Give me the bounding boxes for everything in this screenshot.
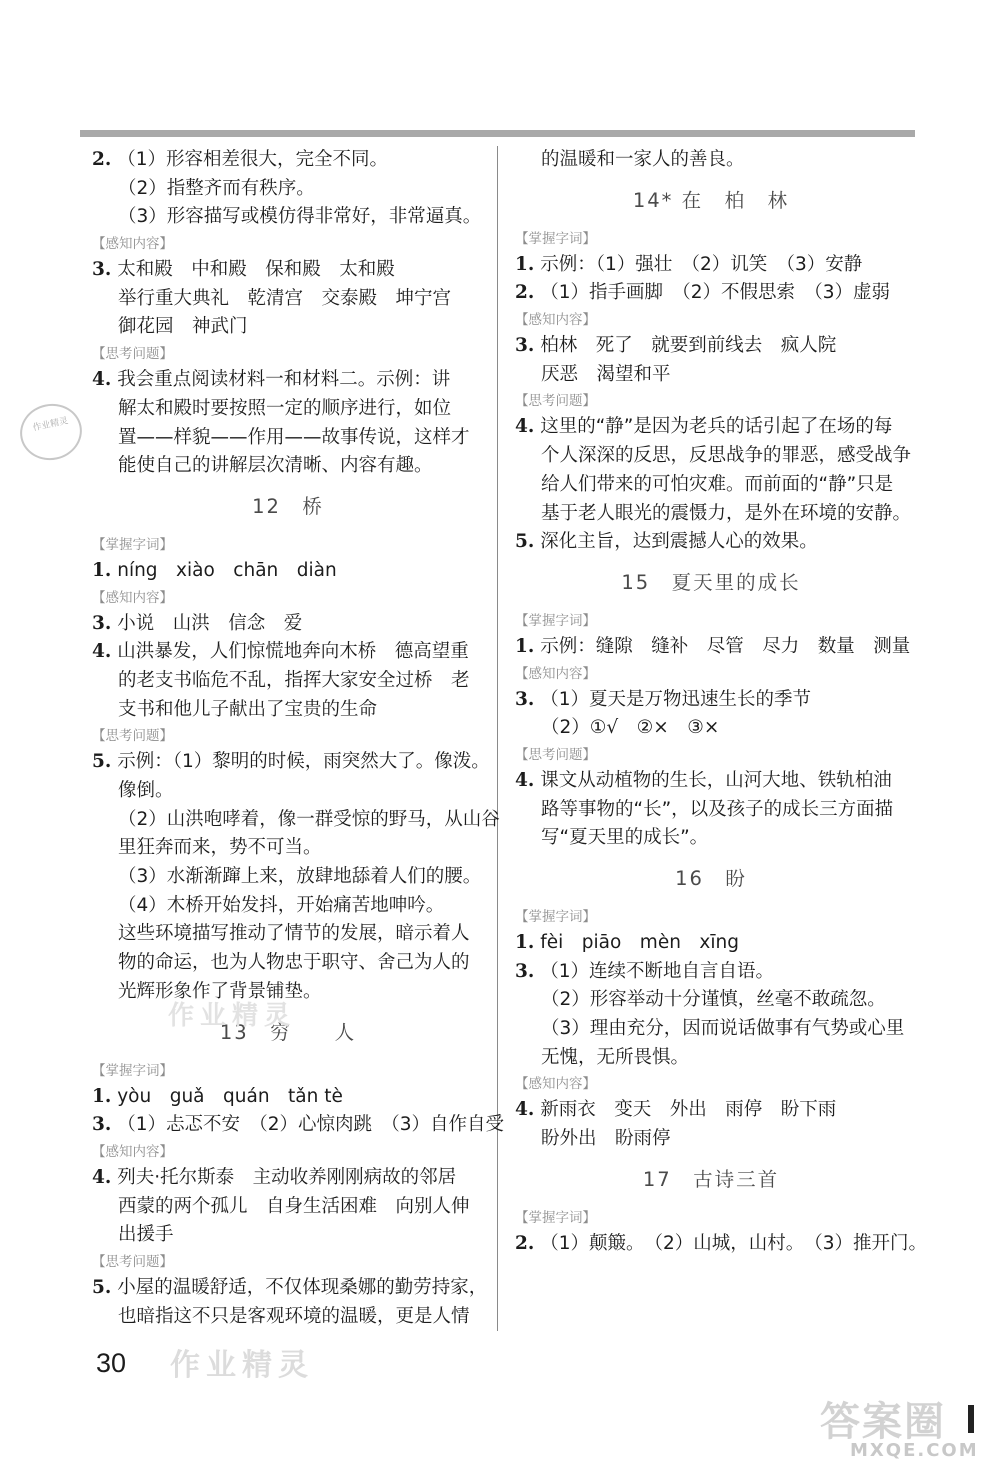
question-number: 4. (92, 1166, 112, 1188)
lesson-title: 16 盼 (675, 867, 747, 890)
question-number: 1. (515, 635, 535, 657)
question-number: 3. (515, 688, 535, 710)
answer-line (515, 442, 912, 471)
answer-line (515, 633, 911, 662)
question-number: 3. (92, 612, 112, 634)
answer-text: 给人们带来的可怕灾难。而前面的“静”只是 (541, 473, 894, 495)
answer-text: 列夫·托尔斯泰 主动收养刚刚病故的邻居 (117, 1166, 457, 1188)
answer-text: yòu guǎ quán tǎn tè (117, 1085, 343, 1107)
section-tag: 【掌握字词】 (515, 1209, 596, 1226)
answer-text: 的老支书临危不乱，指挥大家安全过桥 老 (118, 669, 470, 691)
answer-line (515, 471, 907, 500)
answer-line (515, 528, 907, 557)
answer-line (92, 395, 484, 424)
question-number: 4. (92, 641, 112, 663)
answer-text: fèi piāo mèn xīng (540, 932, 739, 953)
answer-line (515, 361, 907, 390)
answer-line (92, 949, 484, 978)
answer-text: 这里的“静”是因为老兵的话引起了在场的每 (540, 416, 893, 438)
answer-text: 能使自己的讲解层次清晰、内容有趣。 (118, 455, 433, 477)
answer-text: 盼外出 盼雨停 (541, 1128, 671, 1150)
answer-line (515, 824, 907, 853)
answer-line (92, 175, 484, 204)
question-number: 5. (92, 751, 112, 773)
answer-line (92, 748, 490, 777)
answer-text: 支书和他儿子献出了宝贵的生命 (118, 698, 378, 720)
answer-line (92, 424, 484, 453)
answer-line (92, 285, 484, 314)
lesson-title: 14* 在 柏 林 (632, 188, 790, 212)
section-tag: 【思考问题】 (515, 393, 596, 410)
answer-text: 这些环境描写推动了情节的发展，暗示着人 (118, 923, 470, 945)
answer-text: 西蒙的两个孤儿 自身生活困难 向别人伸 (118, 1195, 470, 1217)
answer-line (92, 863, 484, 892)
answer-line (515, 686, 907, 715)
answer-line (515, 929, 907, 958)
question-number: 2. (515, 282, 535, 304)
question-number: 5. (92, 1276, 112, 1298)
answer-line (92, 557, 484, 586)
section-tag: 【思考问题】 (92, 346, 173, 363)
stamp-text: 作业精灵 (31, 416, 70, 434)
answer-text: 我会重点阅读材料一和材料二。示例：讲 (117, 369, 451, 391)
answer-text: 无愧，无所畏惧。 (541, 1046, 690, 1068)
answer-text: 示例：（1）强壮 （2）讥笑 （3）安静 (540, 253, 863, 275)
section-tag: 【思考问题】 (515, 746, 596, 763)
answer-line (92, 1164, 484, 1193)
answer-line (515, 1096, 907, 1125)
answer-line (515, 1044, 907, 1073)
watermark-bottom: 作业精灵 (170, 1348, 314, 1383)
answer-line (92, 1274, 488, 1303)
answer-line (92, 1193, 484, 1222)
answer-text: （1）忐忑不安 （2）心惊肉跳 （3）自作自受 (117, 1114, 505, 1136)
answer-logo: 答案圈 (820, 1399, 946, 1445)
answer-line (515, 796, 907, 825)
answer-line (92, 610, 484, 639)
answer-line (92, 834, 484, 863)
question-number: 5. (515, 531, 535, 553)
answer-line (92, 806, 500, 835)
section-tag: 【感知内容】 (515, 665, 596, 682)
answer-text: 柏林 死了 就要到前线去 疯人院 (540, 335, 837, 357)
answer-text: 基于老人眼光的震慑力，是外在环境的安静。 (541, 502, 912, 524)
answer-text: 物的命运，也为人物忠于职守、舍己为人的 (118, 952, 470, 974)
answer-text: （2）山洪咆哮着，像一群受惊的野马，从山谷 (118, 808, 500, 830)
answer-text: （1）指手画脚 （2）不假思索 （3）虚弱 (540, 282, 891, 304)
answer-text: （1）连续不断地自言自语。 (540, 960, 774, 982)
section-tag: 【掌握字词】 (92, 536, 173, 553)
question-number: 1. (92, 1085, 112, 1107)
answer-line (92, 256, 484, 285)
page-number: 30 (96, 1348, 127, 1378)
section-tag: 【掌握字词】 (515, 230, 596, 247)
answer-line (515, 413, 907, 442)
question-number: 3. (515, 335, 535, 357)
question-number: 3. (92, 1114, 112, 1136)
answer-line (92, 667, 484, 696)
question-number: 1. (515, 932, 535, 953)
answer-text: （4）木桥开始发抖，开始痛苦地呻吟。 (118, 894, 445, 916)
answer-text: 太和殿 中和殿 保和殿 太和殿 (117, 259, 395, 281)
answer-text: 举行重大典礼 乾清宫 交泰殿 坤宁宫 (118, 287, 452, 309)
question-number: 4. (515, 416, 535, 438)
answer-line (515, 500, 912, 529)
answer-text: 里狂奔而来，势不可当。 (118, 837, 322, 859)
answer-text: 深化主旨，达到震撼人心的效果。 (540, 531, 818, 553)
section-tag: 【感知内容】 (515, 1076, 596, 1093)
question-number: 3. (92, 259, 112, 281)
answer-text: 小屋的温暖舒适，不仅体现桑娜的勤劳持家， (117, 1276, 488, 1298)
answer-line (92, 1221, 484, 1250)
section-tag: 【感知内容】 (92, 1143, 173, 1160)
answer-line (92, 452, 484, 481)
answer-text: 新雨衣 变天 外出 雨停 盼下雨 (540, 1099, 837, 1121)
answer-text: 个人深深的反思，反思战争的罪恶，感受战争 (541, 445, 912, 467)
left-column (92, 146, 505, 1331)
lesson-title: 13 穷 人 (219, 1020, 357, 1044)
corner-mark (968, 1405, 974, 1433)
answer-line (515, 986, 907, 1015)
answer-text: 路等事物的“长”，以及孩子的成长三方面描 (541, 798, 894, 820)
section-tag: 【掌握字词】 (515, 909, 596, 925)
question-number: 4. (515, 1099, 535, 1121)
question-number: 1. (515, 253, 535, 275)
answer-text: 山洪暴发，人们惊慌地奔向木桥 德高望重 (117, 641, 469, 663)
section-tag: 【感知内容】 (92, 589, 173, 606)
answer-line (515, 1015, 907, 1044)
answer-line (92, 920, 484, 949)
question-number: 4. (92, 369, 112, 391)
section-tag: 【掌握字词】 (92, 1062, 173, 1079)
answer-text: níng xiào chān diàn (117, 559, 337, 581)
question-number: 2. (515, 1232, 535, 1254)
answer-text: （1）形容相差很大，完全不同。 (117, 149, 388, 170)
answer-line (515, 332, 907, 361)
answer-line (515, 1230, 928, 1259)
answer-line (515, 958, 907, 987)
question-number: 3. (515, 960, 535, 982)
answer-line (92, 777, 484, 806)
answer-line (515, 767, 907, 796)
top-rule (80, 130, 915, 137)
watermark-mid: 作业精灵 (168, 1001, 297, 1031)
answer-line (515, 251, 907, 280)
answer-text: 解太和殿时要按照一定的顺序进行，如位 (118, 397, 452, 419)
question-number: 4. (515, 769, 535, 791)
answer-line (92, 1111, 505, 1140)
answer-text: （3）水渐渐蹿上来，放肆地舔着人们的腰。 (118, 866, 482, 888)
answer-text: 课文从动植物的生长，山河大地、铁轨柏油 (540, 769, 892, 791)
answer-text: （2）①√ ②× ③× (541, 717, 720, 739)
answer-text: 像倒。 (118, 780, 174, 801)
answer-text: 的温暖和一家人的善良。 (541, 149, 745, 170)
section-tag: 【感知内容】 (515, 312, 596, 329)
stamp-watermark (15, 398, 87, 466)
right-column (515, 146, 928, 1259)
section-tag: 【掌握字词】 (515, 612, 596, 629)
logo-url: MXQE.COM (850, 1440, 979, 1461)
answer-text: 写“夏天里的成长”。 (541, 827, 709, 849)
column-divider (497, 146, 498, 1331)
answer-text: （3）理由充分，因而说话做事有气势或心里 (541, 1018, 905, 1040)
answer-line (515, 1125, 907, 1154)
answer-line (515, 146, 907, 175)
answer-line (92, 366, 484, 395)
answer-text: 示例：缝隙 缝补 尽管 尽力 数量 测量 (540, 635, 911, 657)
answer-text: 出援手 (118, 1224, 174, 1246)
answer-line (92, 1083, 484, 1112)
answer-text: 也暗指这不只是客观环境的温暖，更是人情 (118, 1305, 470, 1327)
answer-line (515, 714, 907, 743)
answer-line (92, 892, 484, 921)
answer-text: 示例：（1）黎明的时候，雨突然大了。像泼。 (117, 751, 490, 773)
answer-text: 置——样貌——作用——故事传说，这样才 (118, 426, 470, 448)
answer-text: 厌恶 渴望和平 (541, 363, 671, 385)
answer-line (92, 638, 484, 667)
answer-text: （3）形容描写或模仿得非常好，非常逼真。 (118, 206, 482, 228)
answer-line (92, 203, 484, 232)
lesson-title: 15 夏天里的成长 (621, 570, 801, 594)
answer-line (92, 696, 484, 725)
section-tag: 【感知内容】 (92, 236, 173, 253)
answer-text: （2）指整齐而有秩序。 (118, 177, 315, 199)
answer-line (92, 146, 484, 175)
question-number: 2. (92, 149, 112, 170)
section-tag: 【思考问题】 (92, 728, 173, 745)
answer-text: （2）形容举动十分谨慎，丝毫不敢疏忽。 (541, 989, 886, 1011)
answer-text: 光辉形象作了背景铺垫。 (118, 980, 322, 1002)
question-number: 1. (92, 559, 112, 581)
answer-line (92, 1303, 484, 1332)
answer-line (515, 279, 907, 308)
answer-text: 御花园 神武门 (118, 316, 248, 338)
lesson-title: 12 桥 (252, 494, 324, 518)
answer-text: （1）夏天是万物迅速生长的季节 (540, 688, 811, 710)
answer-text: 小说 山洪 信念 爱 (117, 612, 303, 634)
answer-text: （1）颠簸。 （2）山城，山村。 （3）推开门。 (540, 1232, 928, 1254)
answer-line (92, 313, 484, 342)
section-tag: 【思考问题】 (92, 1253, 173, 1270)
lesson-title: 17 古诗三首 (642, 1167, 780, 1191)
